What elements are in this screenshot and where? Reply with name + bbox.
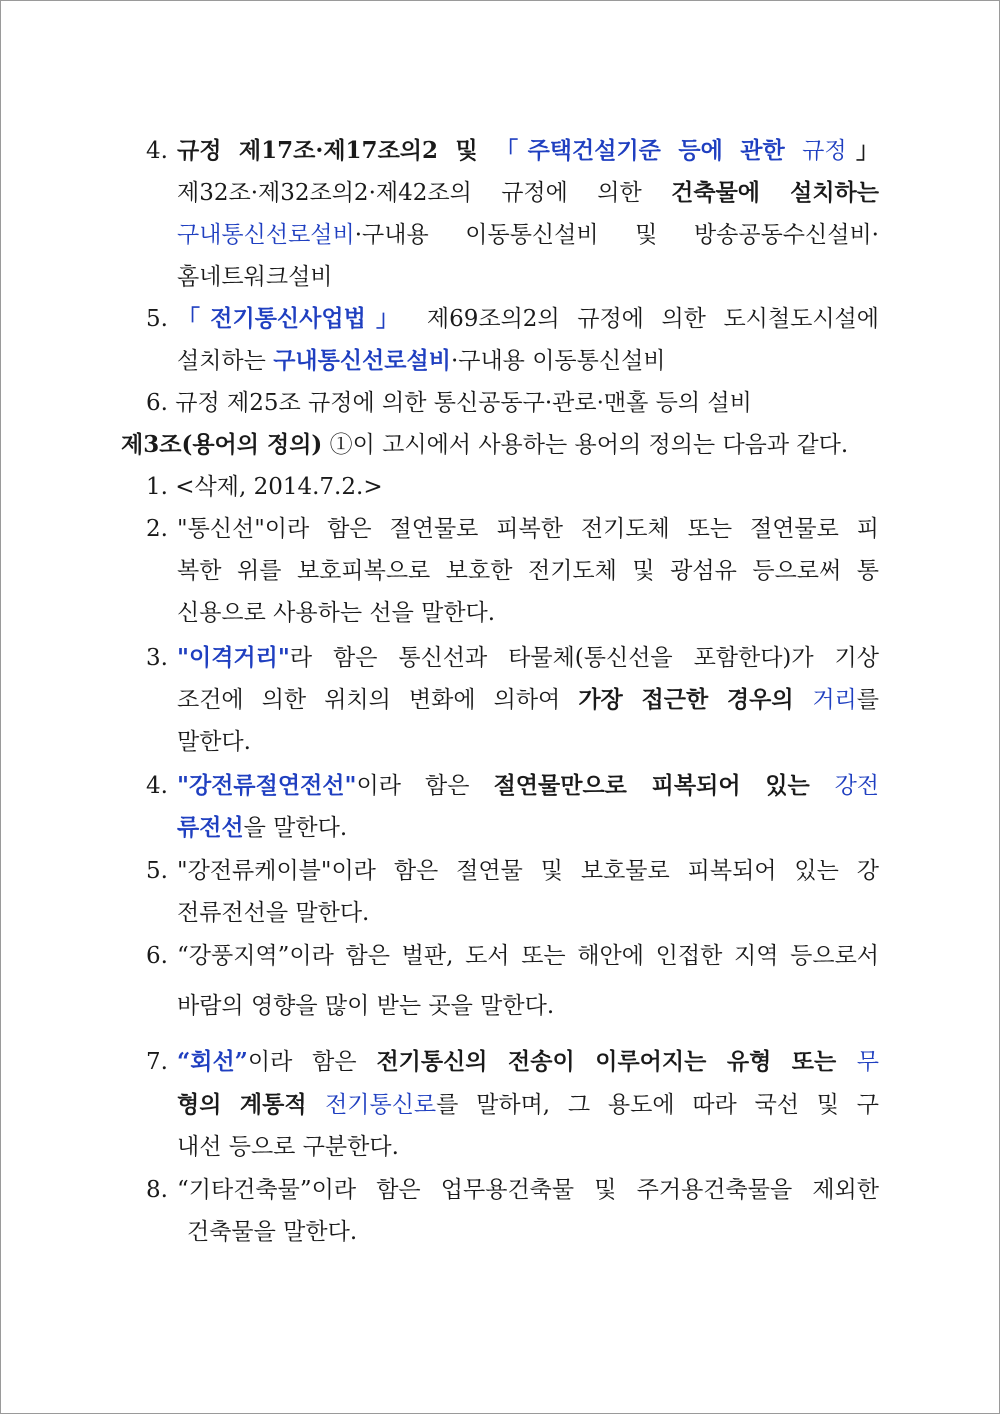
- definition-7-term: “회선”: [177, 1048, 248, 1075]
- item-4-housing-standards-ref: 「주택건설기준 등에 관한: [495, 137, 803, 164]
- definition-3-distance-word: 거리: [812, 687, 857, 713]
- item-5-text-a: 제69조의2의 규정에 의한 도시철도시설에: [409, 306, 879, 332]
- definition-4-insulated-only: 절연물만으로 피복되어 있는: [493, 772, 835, 799]
- definition-7-line-2: [177, 1090, 879, 1120]
- item-4-line-2: [177, 178, 879, 208]
- definition-8-number: 8.: [146, 1177, 168, 1203]
- item-4-text-c: ·구내용 이동통신설비 및 방송공동수신설비·: [354, 222, 879, 248]
- item-5-text-c: ·구내용 이동통신설비: [450, 348, 666, 374]
- definition-7-transmission-phrase: 전기통신의 전송이 이루어지는 유형 또는: [376, 1048, 857, 1075]
- item-4-line-3: [177, 220, 879, 250]
- item-4-line-4: 홈네트워크설비: [177, 264, 333, 290]
- definition-7-number: 7.: [146, 1049, 168, 1075]
- definition-4-wire-part-2: 류전선: [177, 814, 244, 841]
- item-5-line-1: [177, 304, 879, 334]
- item-4-in-house-line-facility: 구내통신선로설비: [177, 222, 355, 248]
- definition-8-line-1: “기타건축물”이라 함은 업무용건축물 및 주거용건축물을 제외한: [177, 1177, 879, 1203]
- item-4-number: 4.: [146, 138, 168, 164]
- item-4-installed-in-buildings: 건축물에 설치하는: [671, 179, 879, 206]
- definition-7-text-b: 를 말하며, 그 용도에 따라 국선 및 구: [436, 1092, 880, 1118]
- definition-6-line-1: “강풍지역”이라 함은 벌판, 도서 또는 해안에 인접한 지역 등으로서: [177, 943, 879, 969]
- item-4-text-b: 제32조·제32조의2·제42조의 규정에 의한: [177, 180, 672, 206]
- definition-2-line-1: "통신선"이라 함은 절연물로 피복한 전기도체 또는 절연물로 피: [177, 516, 879, 542]
- definition-7-intangible-part-1: 무: [856, 1049, 879, 1075]
- definition-4-term: "강전류절연전선": [177, 772, 357, 799]
- definition-4-line-2: [177, 813, 347, 843]
- definition-7-telecom-path: 전기통신로: [325, 1092, 437, 1118]
- definition-7-text-a: 이라 함은: [247, 1049, 377, 1075]
- item-5-telecom-business-act: 「전기통신사업법」: [177, 305, 410, 332]
- item-5-line-2: [177, 346, 666, 376]
- article-3-text: ①이 고시에서 사용하는 용어의 정의는 다음과 같다.: [322, 432, 849, 458]
- definition-5-line-2: 전류전선을 말한다.: [177, 900, 370, 926]
- article-3-heading: 제3조(용어의 정의): [121, 431, 323, 458]
- definition-5-line-1: "강전류케이블"이라 함은 절연물 및 보호물로 피복되어 있는 강: [177, 858, 879, 884]
- definition-3-number: 3.: [146, 645, 168, 671]
- definition-3-line-3: 말한다.: [177, 729, 251, 755]
- definition-4-text-b: 을 말한다.: [243, 815, 348, 841]
- definition-4-text-a: 이라 함은: [356, 773, 494, 799]
- definition-7-systematic: 형의 계통적: [177, 1091, 326, 1118]
- definition-3-closest-case: 가장 접근한 경우의: [578, 686, 813, 713]
- item-4-text-a: 규정 제17조·제17조의2 및: [177, 137, 496, 164]
- item-6-line: 6. 규정 제25조 규정에 의한 통신공동구·관로·맨홀 등의 설비: [146, 390, 752, 416]
- item-4-bracket-close: 」: [846, 137, 880, 164]
- definition-2-line-2: 복한 위를 보호피복으로 보호한 전기도체 및 광섬유 등으로써 통: [177, 558, 879, 584]
- article-3-line: [121, 430, 879, 460]
- definition-1-line: 1. <삭제, 2014.7.2.>: [146, 474, 383, 500]
- item-5-number: 5.: [146, 306, 168, 332]
- definition-6-line-2: 바람의 영향을 많이 받는 곳을 말한다.: [177, 993, 555, 1019]
- definition-3-line-2: [177, 685, 879, 715]
- item-4-line-1: [177, 136, 879, 166]
- definition-4-line-1: [177, 771, 879, 801]
- definition-3-line-1: [177, 643, 879, 673]
- definition-5-number: 5.: [146, 858, 168, 884]
- definition-3-term: "이격거리": [177, 644, 290, 671]
- definition-4-number: 4.: [146, 773, 168, 799]
- definition-3-text-c: 를: [856, 687, 879, 713]
- definition-3-text-a: 라 함은 통신선과 타물체(통신선을 포함한다)가 기상: [289, 645, 879, 671]
- definition-7-line-3: 내선 등으로 구분한다.: [177, 1134, 399, 1160]
- item-5-text-b: 설치하는: [177, 348, 274, 374]
- definition-4-wire-part-1: 강전: [834, 773, 880, 799]
- definition-2-line-3: 신용으로 사용하는 선을 말한다.: [177, 600, 496, 626]
- item-4-regulation-word: 규정: [802, 138, 847, 164]
- definition-8-line-2: 건축물을 말한다.: [187, 1219, 358, 1245]
- item-5-in-house-line-facility: 구내통신선로설비: [273, 347, 451, 374]
- definition-6-number: 6.: [146, 943, 168, 969]
- definition-7-line-1: [177, 1047, 879, 1077]
- definition-3-text-b: 조건에 의한 위치의 변화에 의하여: [177, 687, 579, 713]
- definition-2-number: 2.: [146, 516, 168, 542]
